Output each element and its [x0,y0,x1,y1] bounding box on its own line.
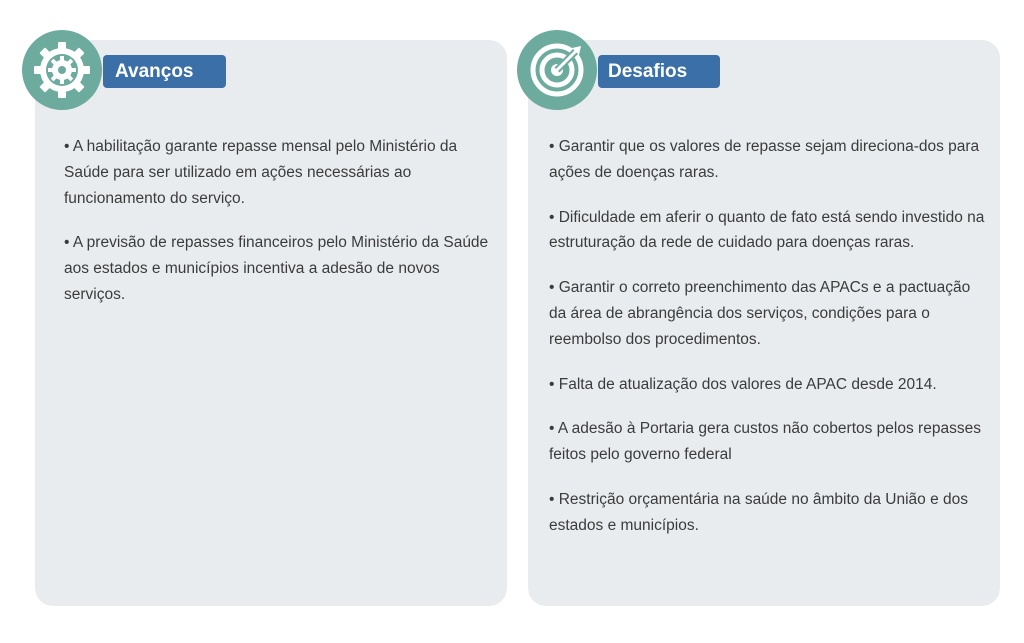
list-item: • Falta de atualização dos valores de APAC desde 2014. [549,375,937,393]
list-item: • A previsão de repasses financeiros pelo Ministério da Saúde aos estados e municípios incentiva a adesão de novos serviços. [64,234,489,303]
desafios-list [549,134,989,558]
desafios-title: Desafios [598,55,720,88]
avancos-title: Avanços [103,55,226,88]
list-item: • Garantir o correto preenchimento das APACs e a pactuação da área de abrangência dos serviços, condições para o reembolso dos procedimentos. [549,279,971,348]
avancos-list [64,134,494,327]
target-icon [525,38,589,102]
desafios-panel [528,40,1000,606]
list-item: • Restrição orçamentária na saúde no âmbito da União e dos estados e municípios. [549,490,968,534]
list-item: • A adesão à Portaria gera custos não cobertos pelos repasses feitos pelo governo federal [549,420,981,464]
list-item: • Dificuldade em aferir o quanto de fato está sendo investido na estruturação da rede de cuidado para doenças raras. [549,208,985,252]
list-item: • A habilitação garante repasse mensal pelo Ministério da Saúde para ser utilizado em ações necessárias ao funcionamento do serviço. [64,138,458,207]
avancos-badge [22,30,102,110]
avancos-panel [35,40,507,606]
desafios-badge [517,30,597,110]
list-item: • Garantir que os valores de repasse sejam direciona-dos para ações de doenças raras. [549,138,980,181]
gear-icon [30,38,94,102]
